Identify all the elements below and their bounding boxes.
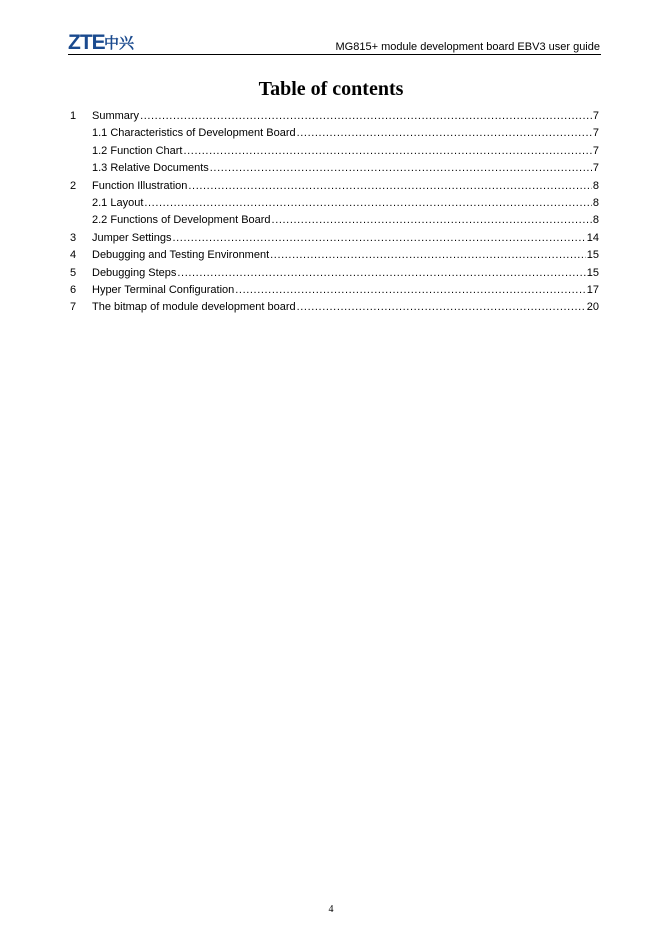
toc-entry-label[interactable]: Function Illustration: [92, 179, 188, 192]
toc-entry-label[interactable]: Summary: [92, 110, 140, 122]
toc-dot-leader: [297, 299, 586, 316]
toc-entry-label[interactable]: 1.2 Function Chart: [92, 144, 183, 157]
toc-entry[interactable]: [68, 178, 599, 195]
toc-entry-label[interactable]: Hyper Terminal Configuration: [92, 283, 235, 296]
toc-entry[interactable]: [68, 212, 599, 229]
toc-entry-page[interactable]: 7: [592, 162, 599, 175]
toc-entry-page[interactable]: 8: [592, 179, 599, 192]
header-divider: [68, 54, 601, 55]
toc-entry-page[interactable]: 8: [592, 196, 599, 209]
toc-dot-leader: [140, 108, 592, 125]
toc-entry-number: 1: [70, 110, 77, 122]
toc-entry-number: 2: [70, 179, 77, 192]
toc-entry-number: 6: [70, 283, 77, 296]
toc-entry-line: [92, 282, 599, 299]
toc-entry-number: 4: [70, 249, 77, 262]
toc-entry[interactable]: [68, 195, 599, 212]
toc-entry-line: [92, 265, 599, 282]
toc-entry[interactable]: [68, 125, 599, 142]
zte-logo: [68, 30, 134, 52]
toc-dot-leader: [144, 195, 592, 212]
toc-entry-label[interactable]: 1.3 Relative Documents: [92, 162, 209, 175]
toc-entry[interactable]: [68, 299, 599, 316]
toc-entry-number: 5: [70, 266, 77, 279]
toc-entry-line: [92, 247, 599, 264]
toc-entry-label[interactable]: 2.1 Layout: [92, 196, 144, 209]
toc-entry[interactable]: [68, 282, 599, 299]
toc-entry-page[interactable]: 14: [586, 231, 599, 244]
toc-entry-page[interactable]: 15: [586, 249, 599, 262]
toc-entry-line: [92, 178, 599, 195]
toc-entry-page[interactable]: 8: [592, 214, 599, 227]
toc-entry-number: 7: [70, 301, 77, 314]
toc-entry[interactable]: [68, 230, 599, 247]
toc-dot-leader: [235, 282, 585, 299]
toc-entry-page[interactable]: 17: [586, 283, 599, 296]
svg-text:中兴: 中兴: [104, 34, 134, 52]
toc-entry-line: [92, 299, 599, 316]
toc-entry-line: [92, 195, 599, 212]
toc-dot-leader: [270, 247, 586, 264]
toc-entry-page[interactable]: 7: [592, 144, 599, 157]
toc-entry-line: [92, 160, 599, 177]
toc-entry-label[interactable]: Debugging Steps: [92, 266, 177, 279]
document-header-title: MG815+ module development board EBV3 user guide: [335, 41, 600, 53]
toc-dot-leader: [184, 143, 592, 160]
toc-entry-line: [92, 143, 599, 160]
toc-entry[interactable]: [68, 247, 599, 264]
toc-entry[interactable]: [68, 108, 599, 125]
toc-dot-leader: [177, 265, 585, 282]
table-of-contents: [68, 108, 599, 317]
toc-dot-leader: [297, 125, 592, 142]
toc-entry-page[interactable]: 7: [592, 110, 599, 122]
toc-entry-number: 3: [70, 231, 77, 244]
toc-entry[interactable]: [68, 160, 599, 177]
toc-dot-leader: [188, 178, 591, 195]
toc-entry-line: [92, 108, 599, 125]
toc-title: Table of contents: [258, 78, 404, 100]
toc-dot-leader: [210, 160, 592, 177]
toc-dot-leader: [272, 212, 592, 229]
toc-entry-page[interactable]: 7: [592, 127, 599, 140]
page-number: 4: [328, 904, 334, 915]
toc-entry-line: [92, 125, 599, 142]
toc-entry-label[interactable]: The bitmap of module development board: [92, 301, 296, 314]
toc-entry-label[interactable]: 1.1 Characteristics of Development Board: [92, 127, 296, 140]
svg-text:ZTE: ZTE: [68, 31, 105, 52]
toc-entry-label[interactable]: 2.2 Functions of Development Board: [92, 214, 271, 227]
toc-entry-label[interactable]: Jumper Settings: [92, 231, 172, 244]
toc-entry-page[interactable]: 15: [586, 266, 599, 279]
toc-entry-page[interactable]: 20: [586, 301, 599, 314]
toc-entry-line: [92, 230, 599, 247]
toc-entry[interactable]: [68, 143, 599, 160]
toc-entry[interactable]: [68, 265, 599, 282]
toc-entry-label[interactable]: Debugging and Testing Environment: [92, 249, 270, 262]
zte-logo-icon: [68, 30, 134, 52]
toc-dot-leader: [172, 230, 585, 247]
toc-entry-line: [92, 212, 599, 229]
